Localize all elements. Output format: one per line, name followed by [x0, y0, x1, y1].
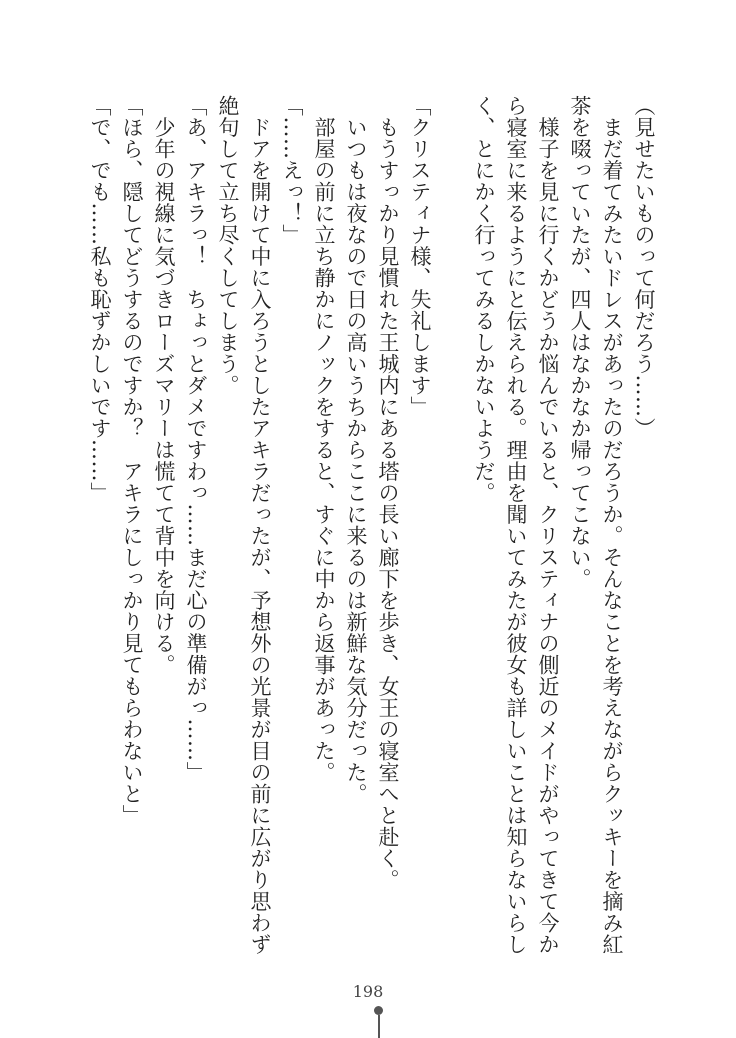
text-line: ら寝室に来るようにと伝えられる。理由を聞いてみたが彼女も詳しいことは知らないらし	[504, 95, 528, 955]
text-line: 「ほら、隠してどうするのですか？ アキラにしっかり見てもらわないと」	[120, 95, 144, 826]
text-line: いつもは夜なので日の高いうちからここに来るのは新鮮な気分だった。	[344, 95, 368, 805]
text-line: 「……えっ！」	[280, 95, 304, 246]
text-line: 「クリスティナ様、失礼します」	[408, 95, 432, 418]
text-line: 茶を啜っていたが、四人はなかなか帰ってこない。	[568, 95, 592, 590]
page-marker-line	[378, 1015, 380, 1038]
text-line: 絶句して立ち尽くしてしまう。	[216, 95, 240, 396]
text-line: 「あ、アキラっ！ ちょっとダメですわっ……まだ心の準備がっ……」	[184, 95, 208, 783]
text-line: 「で、でも……私も恥ずかしいです……」	[88, 95, 112, 504]
text-line: （見せたいものって何だろう……）	[632, 95, 656, 439]
page-marker-dot	[374, 1006, 383, 1015]
text-line: 少年の視線に気づきローズマリーは慌てて背中を向ける。	[152, 95, 176, 676]
text-line: まだ着てみたいドレスがあったのだろうか。そんなことを考えながらクッキーを摘み紅	[600, 95, 624, 955]
page-number: 198	[352, 982, 384, 1001]
text-line: 様子を見に行くかどうか悩んでいると、クリスティナの側近のメイドがやってきて今か	[536, 95, 560, 955]
text-line: く、とにかく行ってみるしかないようだ。	[472, 95, 496, 504]
text-line: ドアを開けて中に入ろうとしたアキラだったが、予想外の光景が目の前に広がり思わず	[248, 95, 272, 955]
text-line: 部屋の前に立ち静かにノックをすると、すぐに中から返事があった。	[312, 95, 336, 783]
text-line: もうすっかり見慣れた王城内にある塔の長い廊下を歩き、女王の寝室へと赴く。	[376, 95, 400, 891]
blank-line	[436, 95, 468, 955]
